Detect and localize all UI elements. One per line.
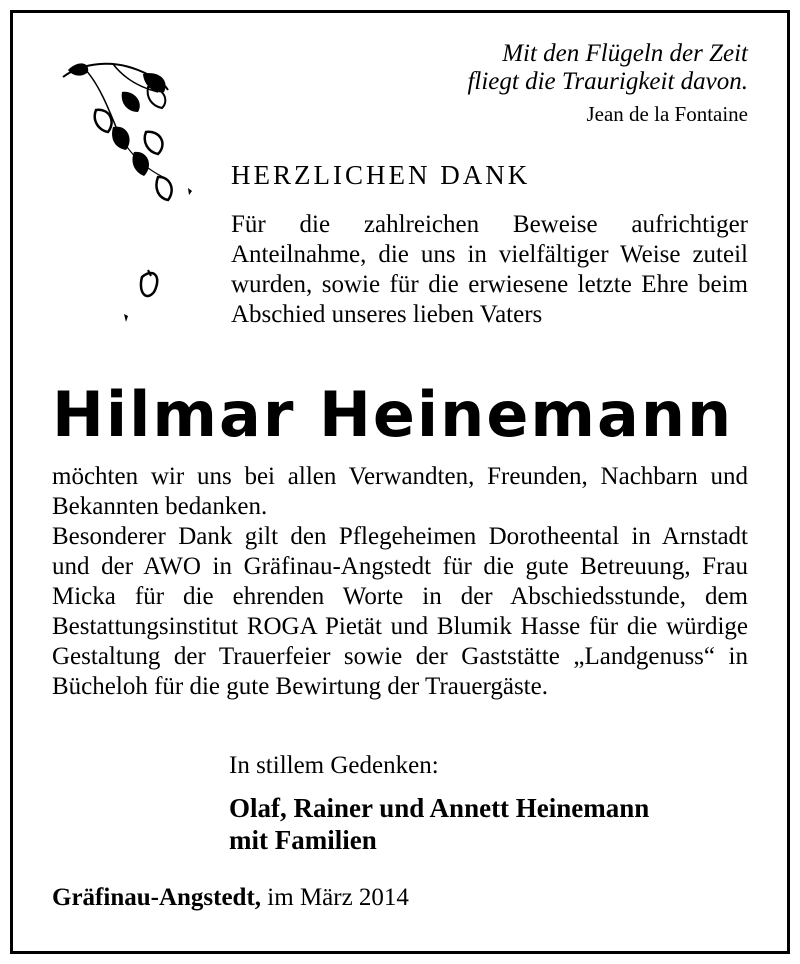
leaf-branch-icon	[58, 52, 208, 342]
signers-line-1: Olaf, Rainer und Annett Heinemann	[229, 793, 650, 823]
thanks-body	[52, 462, 748, 702]
epigraph-quote	[467, 40, 748, 96]
date: im März 2014	[267, 884, 409, 911]
place-date	[52, 884, 409, 912]
signers	[229, 792, 649, 856]
signers-line-2: mit Familien	[229, 825, 377, 855]
intro-text: Für die zahlreichen Beweise aufrichtiger Anteilnahme, die uns in vielfältiger Weise zuteil wurden, sowie für die erwiesene letzte Ehre beim Abschied unseres lieben Vaters	[231, 211, 748, 328]
quote-line-2: fliegt die Traurigkeit davon.	[467, 68, 748, 95]
deceased-name: Hilmar Heinemann	[52, 378, 734, 451]
body-paragraph-2: Besonderer Dank gilt den Pflegeheimen Dorotheental in Arnstadt und der AWO in Gräfinau-Angstedt für die gute Betreuung, Frau Micka für die ehrenden Worte in der Abschiedsstunde, dem Bestattungsinstitut ROGA Pietät und Blumik Hasse für die würdige Gestaltung der Trauerfeier sowie der Gaststätte „Landgenuss“ in Bücheloh für die gute Bewirtung der Trauergäste.	[52, 523, 748, 700]
quote-line-1: Mit den Flügeln der Zeit	[502, 40, 748, 67]
body-paragraph-1: möchten wir uns bei allen Verwandten, Freunden, Nachbarn und Bekannten bedanken.	[52, 463, 748, 520]
notice-heading: HERZLICHEN DANK	[231, 160, 531, 190]
memory-line: In stillem Gedenken:	[229, 752, 439, 779]
place: Gräfinau-Angstedt,	[52, 884, 262, 911]
quote-author: Jean de la Fontaine	[586, 102, 748, 126]
